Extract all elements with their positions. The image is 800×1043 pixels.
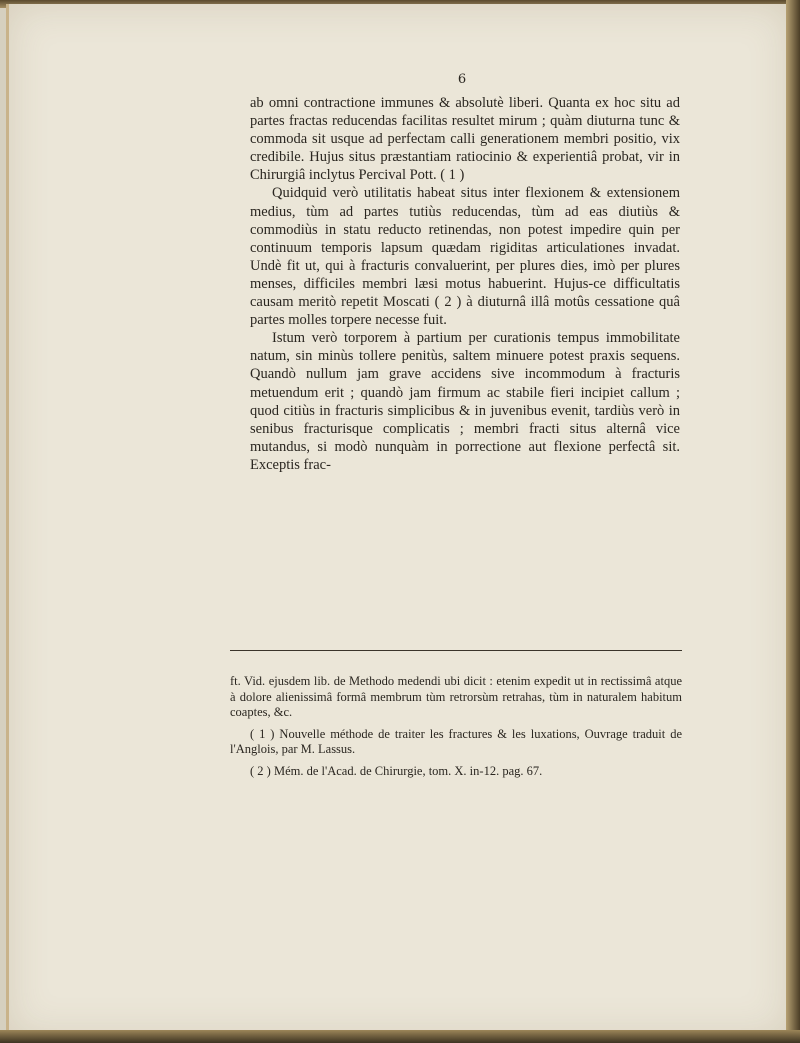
page-number: 6 [457,72,467,87]
paragraph: ab omni contractione immunes & absolutè liberi. Quanta ex hoc situ ad partes fractas reducendas facilitas resultet mirum ; quàm diuturna tunc & commoda sit usque ad perfectam calli generationem membri positio, vix credibile. Hujus situs præstantiam ratiocinio & experientiâ probat, vir in Chirurgiâ inclytus Percival Pott. ( 1 ) [250,95,680,184]
book-bottom-edge [0,1030,800,1043]
book-spine-edge [786,0,800,1043]
footnotes-block [230,674,682,786]
paragraph: Istum verò torporem à partium per curationis tempus immobilitate natum, sin minùs tollere penitùs, saltem minuere potest praxis sequens. Quandò nullum jam grave accidens sive incommodum à fracturis metuendum erit ; quandò jam firmum ac stabile fieri incipiet callum ; quod citiùs in fracturis simplicibus & in juvenibus evenit, tardiùs verò in senibus fracturisque complicatis ; membri fracti situs alternâ vice mutandus, si modò nunquàm in porrectione aut flexione perfectâ sit. Exceptis frac- [250,330,680,473]
main-text-block [250,94,680,474]
footnote-separator-rule [230,650,682,651]
footnote: ft. Vid. ejusdem lib. de Methodo medendi ubi dicit : etenim expedit ut in rectissimâ atque à dolore alienissimâ formâ membrum tùm retrorsùm retrahas, tùm in naturalem habitum coaptes, &c. [230,674,682,720]
paragraph: Quidquid verò utilitatis habeat situs inter flexionem & extensionem medius, tùm ad partes tutiùs reducendas, tùm ad eas diutiùs & commodiùs in statu reducto retinendas, non potest impedire quin per continuum temporis lapsum quædam rigiditas articulationes invadat. Undè fit ut, qui à fracturis convaluerint, per plures dies, imò per plures menses, difficiles membri læsi motus habuerint. Hujus-ce difficultatis causam meritò repetit Moscati ( 2 ) à diuturnâ illâ motûs cessatione quâ partes molles torpere necesse fuit. [250,185,680,329]
footnote: ( 2 ) Mém. de l'Acad. de Chirurgie, tom. X. in-12. pag. 67. [250,763,543,778]
footnote: ( 1 ) Nouvelle méthode de traiter les fractures & les luxations, Ouvrage traduit de l'Anglois, par M. Lassus. [230,726,682,757]
